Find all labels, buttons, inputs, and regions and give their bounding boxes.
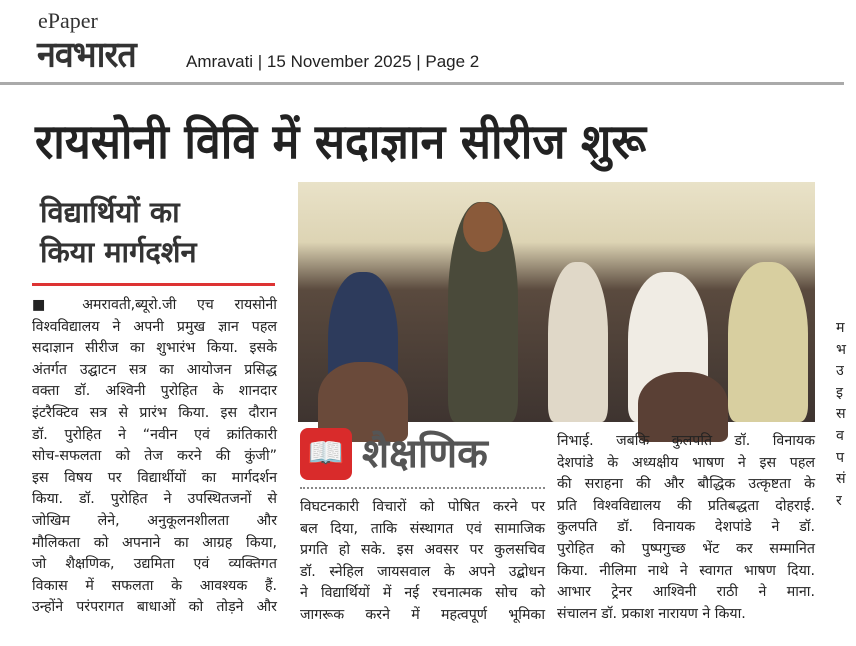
text-line: सदाज्ञान सीरीज का शुभारंभ किया. इसके [32, 340, 277, 357]
edition-info: Amravati | 15 November 2025 | Page 2 [186, 52, 480, 71]
text-line: बल दिया, ताकि संस्थागत एवं सामाजिक [300, 520, 545, 537]
article-column-3 [557, 431, 815, 625]
adjacent-column-clipped [836, 318, 856, 512]
article-photo [298, 182, 815, 422]
text-line: उन्होंने परंपरागत बाधाओं को तोड़ने और [32, 599, 277, 616]
text-line: आभार ट्रेनर आश्विनी राठी ने माना. [557, 584, 815, 601]
text-line: विघटनकारी विचारों को पोषित करने पर [300, 499, 545, 515]
text-line: इंटरैक्टिव सत्र से प्रारंभ किया. इस दौरान [32, 404, 277, 421]
text-line: जागरूक करने में महत्वपूर्ण भूमिका [300, 606, 545, 623]
text-line: डॉ. स्नेहिल जायसवाल के अपने उद्बोधन [300, 563, 545, 580]
text-line: सं [836, 471, 846, 488]
text-line: प्रति विश्वविद्यालय की प्रतिबद्धता दोहराई. [557, 497, 815, 514]
text-line: विकास में सफलता के आवश्यक हैं. [32, 577, 277, 594]
header-divider [0, 82, 844, 85]
text-line: सोच-सफलता को तेज करने की कुंजी” [32, 448, 277, 465]
text-line: उ [836, 363, 844, 380]
subheading-underline [32, 283, 275, 286]
text-line: इ [836, 384, 843, 401]
text-line: म [836, 320, 845, 336]
text-line: व [836, 427, 844, 444]
brand-logo[interactable]: नवभारत [37, 34, 136, 77]
text-line: प्रगति हो सके. इस अवसर पर कुलसचिव [300, 542, 545, 559]
subheading-line: किया मार्गदर्शन [40, 235, 197, 269]
text-line: संचालन डॉ. प्रकाश नारायण ने किया. [557, 605, 746, 622]
text-line: अंतर्गत उद्घाटन सत्र का आयोजन प्रसिद्ध [32, 361, 277, 378]
text-line: ने विद्यार्थियों में नई रचनात्मक सोच को [300, 585, 545, 602]
text-line: देशपांडे के अध्यक्षीय भाषण ने इस पहल [557, 454, 815, 471]
article-column-2 [300, 497, 545, 627]
article-column-1 [32, 295, 277, 619]
subheading-line: विद्यार्थियों का [40, 195, 180, 229]
epaper-label: ePaper [38, 8, 98, 33]
audience-figure [728, 262, 808, 422]
text-line: ■ अमरावती,ब्यूरो.जी एच रायसोनी [32, 297, 277, 313]
speaker-head [463, 202, 503, 252]
text-line: की सराहना की और बौद्धिक उत्कृष्टता के [557, 476, 815, 493]
article-subheading [40, 192, 197, 272]
text-line: जो शैक्षणिक, उद्यमिता एवं व्यक्तिगत [32, 556, 277, 573]
article-headline: रायसोनी विवि में सदाज्ञान सीरीज शुरू [35, 114, 647, 170]
text-line: किया. नीलिमा नाथे ने स्वागत भाषण दिया. [557, 562, 815, 579]
text-line: भ [836, 341, 846, 358]
audience-figure [548, 262, 608, 422]
text-line: स [836, 406, 846, 423]
section-label: शैक्षणिक [362, 431, 488, 477]
text-line: कुलपति डॉ. विनायक देशपांडे ने डॉ. [557, 519, 815, 536]
text-line: डॉ. पुरोहित ने “नवीन एवं क्रांतिकारी [32, 426, 277, 443]
section-divider [300, 487, 545, 489]
book-icon: 📖 [300, 428, 352, 480]
text-line: विश्वविद्यालय ने अपनी प्रमुख ज्ञान पहल [32, 318, 277, 335]
text-line: वक्ता डॉ. अश्विनी पुरोहित के शानदार [32, 383, 277, 400]
text-line: इस विषय पर विद्यार्थीयों का मार्गदर्शन [32, 469, 277, 486]
text-line: र [836, 492, 842, 509]
text-line: पुरोहित को पुष्पगुच्छ भेंट कर सम्मानित [557, 540, 815, 557]
text-line: जोखिम लेने, अनुकूलनशीलता और [32, 512, 277, 529]
text-line: मौलिकता को अपनाने का आग्रह किया, [32, 534, 277, 551]
text-line: किया. डॉ. पुरोहित ने उपस्थितजनों से [32, 491, 277, 508]
text-line: निभाई. जबकि कुलपति डॉ. विनायक [557, 433, 815, 449]
text-line: प [836, 449, 845, 466]
